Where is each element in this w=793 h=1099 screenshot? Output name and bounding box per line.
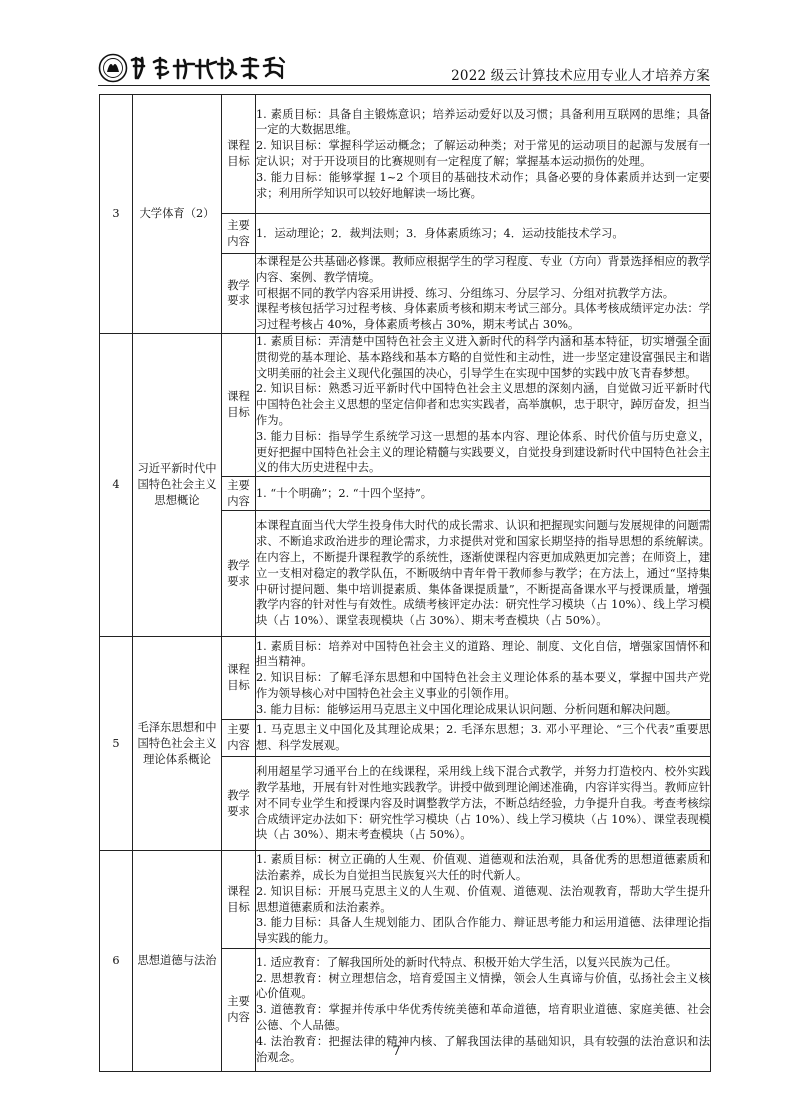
section-content: 1. 素质目标：培养对中国特色社会主义的道路、理论、制度、文化自信，增强家国情怀和担当精神。 2. 知识目标：了解毛泽东思想和中国特色社会主义理论体系的基本要义，掌握中国共产党作为领导核心对中国特色社会主义事业的引领作用。 3. 能力目标：能够运用马克思主义中国化理论成果认识问题、分析问题和解决问题。: [256, 637, 711, 720]
section-label: 教学要求: [222, 254, 256, 334]
section-content: 1．运动理论；2．裁判法则；3．身体素质练习；4．运动技能技术学习。: [256, 214, 711, 254]
table-row: [100, 851, 711, 949]
course-number: 3: [100, 95, 133, 334]
section-label: 主要内容: [222, 477, 256, 511]
course-table: [99, 94, 711, 1072]
header-divider: [98, 85, 710, 86]
section-content: 1. 素质目标：具备自主锻炼意识；培养运动爱好以及习惯；具备利用互联网的思维；具备一定的大数据思维。 2. 知识目标：掌握科学运动概念；了解运动种类；对于常见的运动项目的起源与发展有一定认识；对于开设项目的比赛规则有一定程度了解；掌握基本运动损伤的处理。 3. 能力目标：能够掌握 1~2 个项目的基础技术动作；具备必要的身体素质并达到一定要求；利用所学知识可以较好地解读一场比赛。: [256, 95, 711, 214]
course-name: 习近平新时代中国特色社会主义思想概论: [133, 333, 222, 636]
page-number: 7: [392, 1044, 401, 1059]
course-name: 大学体育（2）: [133, 95, 222, 334]
section-label: 课程目标: [222, 851, 256, 949]
section-content: 1. 马克思主义中国化及其理论成果；2. 毛泽东思想；3. 邓小平理论、“三个代表”重要思想、科学发展观。: [256, 720, 711, 757]
section-label: 主要内容: [222, 720, 256, 757]
course-name: 思想道德与法治: [133, 851, 222, 1072]
section-label: 课程目标: [222, 637, 256, 720]
school-logo: [98, 52, 288, 84]
section-content: 本课程是公共基础必修课。教师应根据学生的学习程度、专业（方向）背景选择相应的教学内容、案例、教学情境。 可根据不同的教学内容采用讲授、练习、分组练习、分层学习、分组对抗教学方法。 课程考核包括学习过程考核、身体素质考核和期末考试三部分。具体考核成绩评定办法：学习过程考核占 40%，身体素质考核占 30%，期末考试占 30%。: [256, 254, 711, 334]
table-row: [100, 637, 711, 720]
section-label: 主要内容: [222, 214, 256, 254]
course-name: 毛泽东思想和中国特色社会主义理论体系概论: [133, 637, 222, 851]
section-label: 教学要求: [222, 511, 256, 637]
section-content: 1. “十个明确”；2. “十四个坚持”。: [256, 477, 711, 511]
course-number: 4: [100, 333, 133, 636]
section-content: 利用超星学习通平台上的在线课程，采用线上线下混合式教学，并努力打造校内、校外实践教学基地，开展有针对性地实践教学。讲授中做到理论阐述准确，内容详实得当。教师应针对不同专业学生和授课内容及时调整教学方法，不断总结经验，力争提升自我。考查考核综合成绩评定办法如下：研究性学习模块（占 10%）、线上学习模块（占 10%）、课堂表现模块（占 30%）、期末考查模块（占 50%）。: [256, 757, 711, 851]
section-content: 1. 素质目标：树立正确的人生观、价值观、道德观和法治观，具备优秀的思想道德素质和法治素养，成长为自觉担当民族复兴大任的时代新人。 2. 知识目标：开展马克思主义的人生观、价值观、道德观、法治观教育，帮助大学生提升思想道德素质和法治素养。 3. 能力目标：具备人生规划能力、团队合作能力、辩证思考能力和运用道德、法律理论指导实践的能力。: [256, 851, 711, 949]
section-label: 主要内容: [222, 949, 256, 1072]
page-header: [98, 52, 710, 84]
document-title: 2022 级云计算技术应用专业人才培养方案: [451, 68, 710, 84]
course-number: 6: [100, 851, 133, 1072]
section-content: 本课程直面当代大学生投身伟大时代的成长需求、认识和把握现实问题与发展规律的问题需求、不断追求政治进步的理论需求，力求提供对党和国家长期坚持的指导思想的系统解读。在内容上，不断提升课程教学的系统性，逐渐使课程内容更加成熟更加完善；在师资上，建立一支相对稳定的教学队伍，不断吸纳中青年骨干教师参与教学；在方法上，通过“坚持集中研讨提问题、集中培训提素质、集体备课提质量”，不断提高备课水平与授课质量，增强教学内容的针对性与有效性。成绩考核评定办法：研究性学习模块（占 10%）、线上学习模块（占 10%）、课堂表现模块（占 30%）、期末考查模块（占 50%）。: [256, 511, 711, 637]
table-row: [100, 95, 711, 214]
section-content: 1. 素质目标：弄清楚中国特色社会主义进入新时代的科学内涵和基本特征，切实增强全面贯彻党的基本理论、基本路线和基本方略的自觉性和主动性，进一步坚定建设富强民主和谐文明美丽的社会主义现代化强国的决心，引导学生在实现中国梦的实践中放飞青春梦想。 2. 知识目标：熟悉习近平新时代中国特色社会主义思想的深刻内涵，自觉做习近平新时代中国特色社会主义思想的坚定信仰者和忠实实践者，高举旗帜，忠于职守，踔厉奋发，担当作为。 3. 能力目标：指导学生系统学习这一思想的基本内容、理论体系、时代价值与历史意义，更好把握中国特色社会主义的理论精髓与实践要义，自觉投身到建设新时代中国特色社会主义的伟大历史进程中去。: [256, 333, 711, 476]
section-content: 1. 适应教育：了解我国所处的新时代特点、积极开始大学生活，以复兴民族为己任。 2. 思想教育：树立理想信念，培育爱国主义情操，领会人生真谛与价值，弘扬社会主义核心价值观。 3. 道德教育：掌握并传承中华优秀传统美德和革命道德，培育职业道德、家庭美德、社会公德、个人品德。 4. 法治教育：把握法律的精神内核、了解我国法律的基础知识，具有较强的法治意识和法治观念。: [256, 949, 711, 1072]
section-label: 教学要求: [222, 757, 256, 851]
section-label: 课程目标: [222, 95, 256, 214]
course-number: 5: [100, 637, 133, 851]
table-row: [100, 333, 711, 476]
section-label: 课程目标: [222, 333, 256, 476]
